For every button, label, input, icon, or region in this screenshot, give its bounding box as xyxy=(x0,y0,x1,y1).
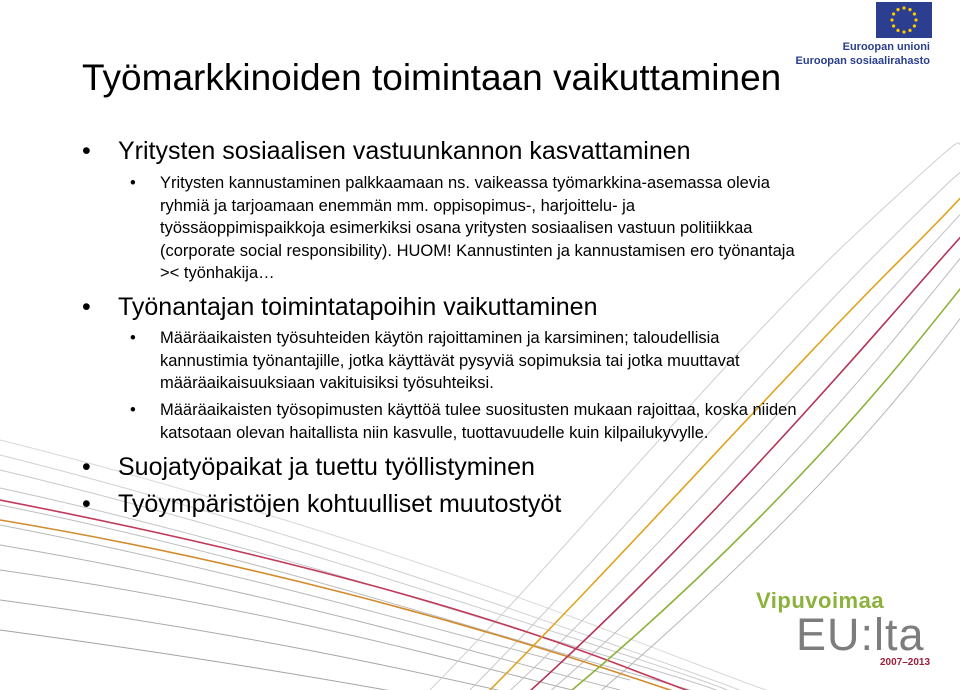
sub-bullet-dot: • xyxy=(130,174,136,192)
vipuvoimaa-logo-text: Vipuvoimaa xyxy=(756,588,885,613)
bullet-text: Yritysten sosiaalisen vastuunkannon kasvattaminen xyxy=(118,137,691,165)
sub-bullet-line: Yritysten kannustaminen palkkaamaan ns. vaikeassa työmarkkina-asemassa olevia xyxy=(160,174,770,192)
slide-title: Työmarkkinoiden toimintaan vaikuttaminen xyxy=(82,57,782,98)
sub-bullet-line: kannustimia työnantajille, jotka käyttävät pysyviä sopimuksia tai jotka muuttavat xyxy=(160,351,740,370)
bullet-text: Työympäristöjen kohtuulliset muutostyöt xyxy=(118,490,562,518)
sub-bullet-line: Määräaikaisten työsopimusten käyttöä tulee suositusten mukaan rajoittaa, koska niiden xyxy=(160,401,797,419)
eu-union-label: Euroopan unioni xyxy=(842,41,930,53)
sub-bullet-line: (corporate social responsibility). HUOM! Kannustinten ja kannustamisen ero työnantaja xyxy=(160,241,795,260)
program-years-label: 2007–2013 xyxy=(880,657,931,668)
sub-bullet-item xyxy=(130,399,890,444)
bullet-dot: • xyxy=(82,490,91,518)
sub-bullet-line: katsotaan olevan haitallista niin kasvulle, tuottavuudelle kuin kilpailukyvylle. xyxy=(160,423,709,442)
sub-bullet-item xyxy=(130,327,890,395)
sub-bullet-line: Määräaikaisten työsuhteiden käytön rajoittaminen ja karsiminen; taloudellisia xyxy=(160,329,720,347)
sub-bullet-dot: • xyxy=(130,329,136,347)
bullet-text: Työnantajan toimintatapoihin vaikuttaminen xyxy=(118,293,598,321)
sub-bullet-line: määräaikaisuuksiaan vakituisiksi työsuhteiksi. xyxy=(160,374,494,393)
bullet-dot: • xyxy=(82,293,91,321)
sub-bullet-line: ryhmiä ja tarjoamaan enemmän mm. oppisopimus-, harjoittelu- ja xyxy=(160,196,636,215)
bullet-text: Suojatyöpaikat ja tuettu työllistyminen xyxy=(118,453,535,481)
sub-bullet-dot: • xyxy=(130,401,136,419)
sub-bullet-line: työssäoppimispaikkoja esimerkiksi osana yritysten sosiaalisen vastuun politiikkaa xyxy=(160,219,753,238)
sub-bullet-line: >< työnhakija… xyxy=(160,264,275,283)
eu-social-fund-label: Euroopan sosiaalirahasto xyxy=(795,55,930,67)
sub-bullet-item xyxy=(130,172,890,285)
eulta-logo-text: EU:lta xyxy=(796,609,925,660)
bullet-dot: • xyxy=(82,137,91,165)
bullet-dot: • xyxy=(82,453,91,481)
